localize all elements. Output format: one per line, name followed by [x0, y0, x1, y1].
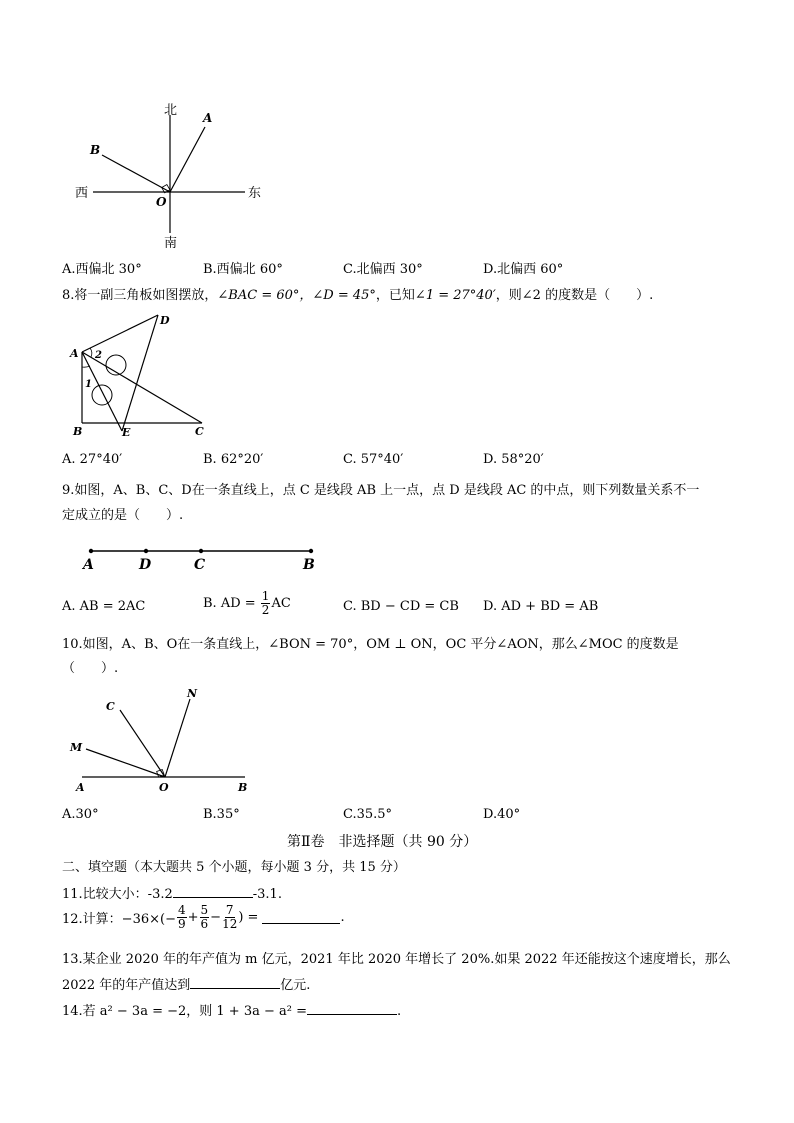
q13-line2: [62, 974, 310, 993]
q9-stem-line2: 定成立的是（ ）.: [62, 508, 184, 523]
label-south: 南: [164, 236, 178, 251]
point-B: [309, 549, 313, 553]
label-C: C: [194, 557, 206, 573]
fraction-denominator: 9: [177, 917, 186, 931]
q8-option-a[interactable]: A. 27°40′: [62, 452, 123, 467]
q9-option-b-suffix: AC: [271, 596, 291, 611]
q12-fraction-3: [222, 904, 237, 931]
q14-prefix: 14.若 a² − 3a = −2，则 1 + 3a − a² =: [62, 1004, 307, 1019]
q10-option-d[interactable]: D.40°: [483, 807, 521, 822]
fraction-denominator: 6: [200, 917, 209, 931]
fraction-denominator: 2: [261, 603, 270, 617]
q12-prefix: 12.计算：−36×(−: [62, 912, 176, 927]
side-AD: [82, 315, 158, 352]
part2-title: 第Ⅱ卷 非选择题（共 90 分）: [287, 834, 478, 850]
q9-stem-line1: 9.如图，A、B、C、D在一条直线上，点 C 是线段 AB 上一点，点 D 是线段 AC 的中点，则下列数量关系不一: [62, 483, 700, 498]
point-C: [199, 549, 203, 553]
q13-line2-prefix: 2022 年的年产值达到: [62, 978, 191, 993]
fraction-numerator: 5: [200, 903, 209, 917]
q9-option-a[interactable]: A. AB = 2AC: [62, 599, 146, 614]
point-D: [144, 549, 148, 553]
label-D: D: [160, 314, 170, 327]
q13-answer-blank[interactable]: [190, 976, 280, 989]
q10-stem-line1: 10.如图，A、B、O在一条直线上，∠BON = 70°，OM ⊥ ON，OC 平分∠AON，那么∠MOC 的度数是: [62, 637, 679, 652]
q11-answer-blank[interactable]: [173, 885, 253, 898]
q12-answer-blank[interactable]: [262, 911, 340, 924]
q14-end: .: [397, 1004, 402, 1019]
q9-option-c[interactable]: C. BD − CD = CB: [343, 599, 459, 614]
label-B: B: [90, 143, 101, 157]
fraction-denominator: 12: [222, 917, 238, 931]
label-west: 西: [75, 186, 89, 201]
label-A: A: [70, 347, 79, 360]
label-E: E: [122, 426, 131, 439]
label-C: C: [106, 700, 115, 713]
q12-plus: +: [187, 910, 199, 925]
label-B: B: [303, 557, 315, 573]
q8-stem-prefix: 8.将一副三角板如图摆放，: [62, 288, 218, 303]
q12: [62, 904, 345, 931]
fraction-numerator: 7: [225, 903, 234, 917]
q8-stem-suffix: ，则∠2 的度数是（ ）.: [495, 288, 654, 303]
label-B: B: [73, 425, 83, 438]
label-O: O: [159, 781, 169, 794]
point-A: [89, 549, 93, 553]
q9-option-d[interactable]: D. AD + BD = AB: [483, 599, 599, 614]
label-east: 东: [248, 186, 262, 201]
label-O: O: [156, 195, 167, 209]
label-angle-1: 1: [85, 379, 92, 390]
q8-stem-math2: ∠1 = 27°40′: [414, 288, 496, 303]
q8-stem-mid: ，已知: [375, 288, 415, 303]
q12-fraction-2: [200, 904, 210, 931]
label-D: D: [139, 557, 152, 573]
q9-option-b-prefix: B. AD =: [203, 596, 260, 611]
ray-ON: [165, 699, 190, 777]
q8-option-b[interactable]: B. 62°20′: [203, 452, 264, 467]
label-C: C: [195, 425, 204, 438]
q13-line2-suffix: 亿元.: [280, 978, 311, 993]
side-DE: [122, 315, 158, 431]
q10-figure: [60, 685, 260, 795]
q7-option-b[interactable]: B.西偏北 60°: [203, 262, 283, 277]
q14-answer-blank[interactable]: [307, 1002, 397, 1015]
q14: [62, 1000, 401, 1019]
section2-title: 二、填空题（本大题共 5 个小题，每小题 3 分，共 15 分）: [62, 860, 406, 875]
label-M: M: [70, 741, 83, 754]
angle-2-arc: [90, 348, 92, 357]
q12-fraction-1: [177, 904, 187, 931]
q10-stem-line2: （ ）.: [62, 661, 119, 676]
q9-option-b-fraction: [261, 590, 271, 617]
label-north: 北: [164, 103, 178, 118]
q8-option-d[interactable]: D. 58°20′: [483, 452, 544, 467]
q9-figure: [75, 540, 325, 575]
ray-OM: [86, 749, 165, 777]
q11: [62, 883, 282, 902]
label-A: A: [76, 781, 85, 794]
fraction-numerator: 4: [177, 903, 186, 917]
q8-stem: [62, 284, 653, 303]
q11-prefix: 11.比较大小：-3.2: [62, 887, 173, 902]
q8-figure: [60, 305, 220, 440]
ray-OC: [120, 710, 165, 777]
q12-close: ) =: [238, 910, 259, 925]
q12-minus: −: [210, 910, 222, 925]
label-angle-2: 2: [95, 350, 102, 361]
q11-suffix: -3.1.: [252, 887, 282, 902]
q7-option-d[interactable]: D.北偏西 60°: [483, 262, 564, 277]
q10-option-b[interactable]: B.35°: [203, 807, 240, 822]
q9-option-b[interactable]: [203, 590, 291, 617]
ray-OB: [102, 155, 170, 192]
fraction-numerator: 1: [261, 589, 270, 603]
q10-option-c[interactable]: C.35.5°: [343, 807, 393, 822]
ray-OA: [170, 127, 205, 192]
q10-option-a[interactable]: A.30°: [62, 807, 99, 822]
q7-option-a[interactable]: A.西偏北 30°: [62, 262, 142, 277]
label-B: B: [238, 781, 248, 794]
q13-line1: 13.某企业 2020 年的年产值为 m 亿元，2021 年比 2020 年增长了 20%.如果 2022 年还能按这个速度增长，那么: [62, 952, 731, 967]
triangle-hole-lower: [92, 385, 112, 405]
q12-end: .: [340, 910, 345, 925]
label-A: A: [203, 111, 213, 125]
q8-stem-math: ∠BAC = 60°，∠D = 45°: [217, 288, 376, 303]
q8-option-c[interactable]: C. 57°40′: [343, 452, 404, 467]
angle-1-arc: [82, 366, 90, 367]
q7-option-c[interactable]: C.北偏西 30°: [343, 262, 423, 277]
label-A: A: [83, 557, 94, 573]
q7-figure: [60, 95, 280, 255]
label-N: N: [187, 687, 198, 700]
